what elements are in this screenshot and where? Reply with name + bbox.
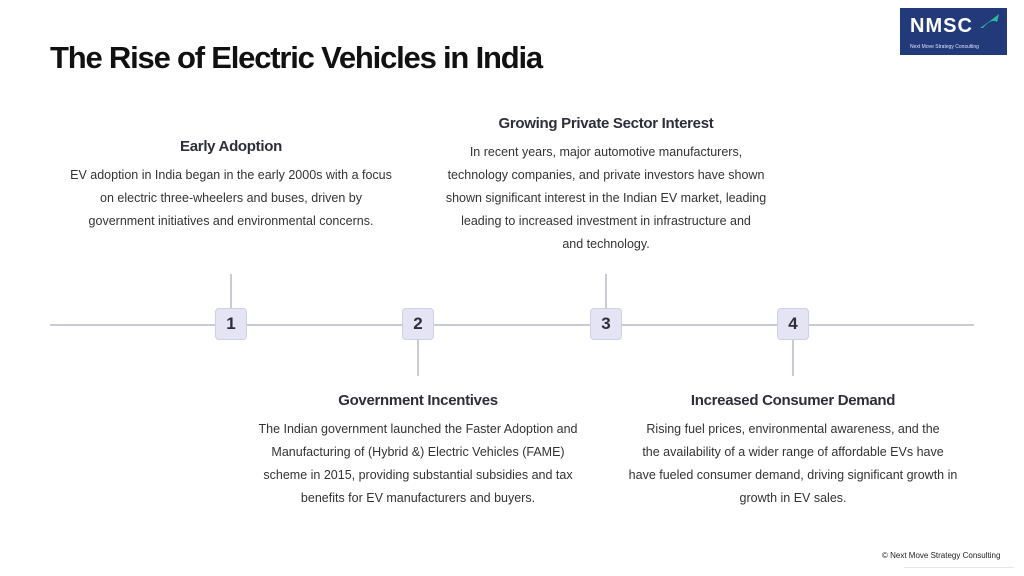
description-line: technology companies, and private investors have shown	[447, 168, 765, 182]
description-line: the availability of a wider range of affordable EVs have	[642, 445, 944, 459]
milestone-title: Early Adoption	[180, 138, 282, 155]
swoosh-icon	[979, 12, 1001, 30]
milestone-node-1: 1	[215, 308, 247, 340]
connector-4	[792, 340, 794, 376]
description-line: government initiatives and environmental concerns.	[88, 214, 374, 228]
milestone-node-3: 3	[590, 308, 622, 340]
milestone-card-4	[623, 392, 963, 510]
timeline-line	[50, 324, 974, 326]
milestone-title: Government Incentives	[338, 392, 498, 409]
milestone-description	[248, 418, 588, 510]
description-line: scheme in 2015, providing substantial subsidies and tax	[263, 468, 573, 482]
connector-3	[605, 274, 607, 308]
description-line: Manufacturing of (Hybrid &) Electric Vehicles (FAME)	[271, 445, 565, 459]
logo-text: NMSC	[910, 15, 973, 37]
milestone-card-1	[61, 138, 401, 233]
connector-2	[417, 340, 419, 376]
description-line: growth in EV sales.	[739, 491, 847, 505]
footer-divider	[904, 567, 1014, 568]
description-line: benefits for EV manufacturers and buyers.	[300, 491, 536, 505]
description-line: The Indian government launched the Faster Adoption and	[258, 422, 578, 436]
milestone-description	[436, 141, 776, 256]
description-line: In recent years, major automotive manufacturers,	[469, 145, 743, 159]
milestone-card-2	[248, 392, 588, 510]
description-line: on electric three-wheelers and buses, driven by	[100, 191, 362, 205]
milestone-card-3	[436, 115, 776, 256]
milestone-node-2: 2	[402, 308, 434, 340]
milestone-title: Increased Consumer Demand	[690, 392, 896, 409]
logo-subtitle: Next Move Strategy Consulting	[910, 44, 979, 50]
milestone-title: Growing Private Sector Interest	[498, 115, 714, 132]
description-line: EV adoption in India began in the early 2000s with a focus	[70, 168, 392, 182]
description-line: and technology.	[562, 237, 650, 251]
page-title: The Rise of Electric Vehicles in India	[50, 40, 542, 75]
description-line: leading to increased investment in infrastructure and	[461, 214, 751, 228]
description-line: have fueled consumer demand, driving significant growth in	[628, 468, 958, 482]
copyright-footer: © Next Move Strategy Consulting	[882, 551, 1001, 560]
milestone-description	[61, 164, 401, 233]
description-line: shown significant interest in the Indian EV market, leading	[445, 191, 767, 205]
nmsc-logo	[900, 8, 1007, 55]
description-line: Rising fuel prices, environmental awareness, and the	[646, 422, 940, 436]
milestone-description	[623, 418, 963, 510]
connector-1	[230, 274, 232, 308]
milestone-node-4: 4	[777, 308, 809, 340]
